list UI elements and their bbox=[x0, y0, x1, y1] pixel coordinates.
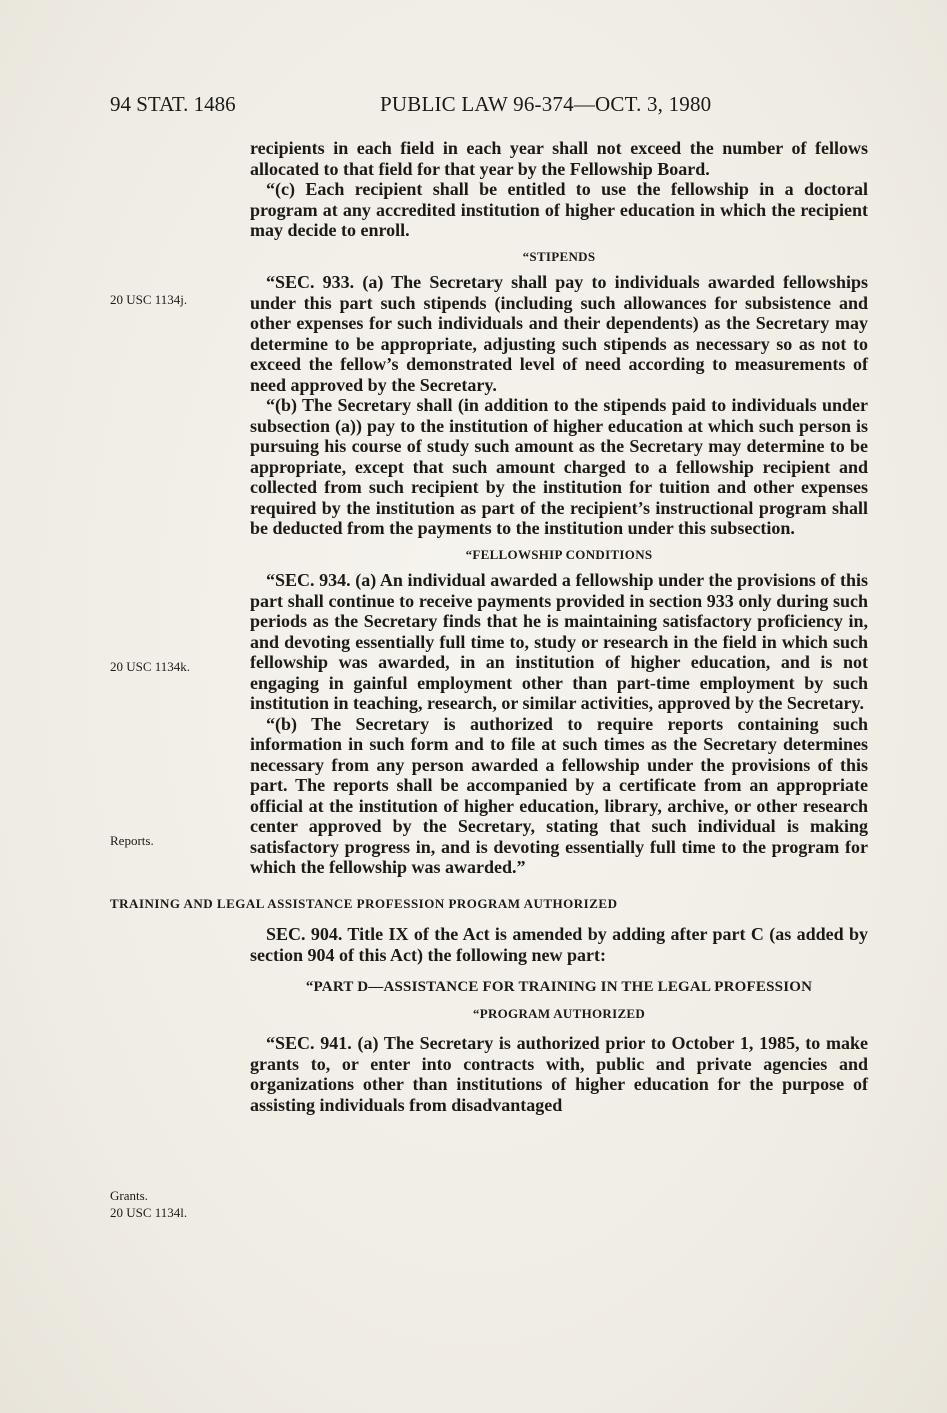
paragraph-sec-941-a: “SEC. 941. (a) The Secretary is authorized prior to October 1, 1985, to make grants to, or enter into contracts with, public and private agencies and organizations other than institutions of higher education for the purpose of assisting individuals from disadvantaged bbox=[250, 1033, 868, 1115]
paragraph-sec-934-a: “SEC. 934. (a) An individual awarded a fellowship under the provisions of this part shall continue to receive payments provided in section 933 only during such periods as the Secretary finds that he is maintaining satisfactory proficiency in, and devoting essentially full time to, study or research in the field in which such fellowship was awarded, in an institution of higher education, and is not engaging in gainful employment other than part-time employment by such institution in teaching, research, or similar activities, approved by the Secretary. bbox=[250, 570, 868, 713]
public-law-title: PUBLIC LAW 96-374—OCT. 3, 1980 bbox=[380, 92, 712, 116]
paragraph-subsection-c: “(c) Each recipient shall be entitled to use the fellowship in a doctoral program at any accredited institution of higher education in which the recipient may decide to enroll. bbox=[250, 179, 868, 240]
paragraph-intro: recipients in each field in each year shall not exceed the number of fellows allocated to that field for that year by the Fellowship Board. bbox=[250, 138, 868, 179]
paragraph-sec-904: SEC. 904. Title IX of the Act is amended by adding after part C (as added by section 904 of this Act) the following new part: bbox=[250, 924, 868, 965]
margin-note-usc-1134j: 20 USC 1134j. bbox=[110, 292, 188, 307]
stat-page-number: 94 STAT. 1486 bbox=[110, 92, 236, 116]
page-header bbox=[110, 92, 870, 122]
heading-part-d: “PART D—ASSISTANCE FOR TRAINING IN THE LEGAL PROFESSION bbox=[305, 979, 813, 995]
paragraph-sec-934-b: “(b) The Secretary is authorized to require reports containing such information in such form and to file at such times as the Secretary determines necessary from any person awarded a fellowship under the provisions of this part. The reports shall be accompanied by a certificate from an appropriate official at the institution of higher education, library, archive, or other research center approved by the Secretary, stating that such individual is making satisfactory progress in, and is devoting essentially full time to the program for which the fellowship was awarded.” bbox=[250, 713, 868, 877]
paragraph-sec-933-a: “SEC. 933. (a) The Secretary shall pay to individuals awarded fellowships under this part such stipends (including such allowances for subsistence and other expenses for such individuals and their dependents) as the Secretary may determine to be appropriate, adjusting such stipends as necessary so as not to exceed the fellow’s demonstrated level of need according to measurements of need approved by the Secretary. bbox=[250, 272, 868, 395]
margin-note-reports: Reports. bbox=[110, 833, 154, 848]
heading-program-authorized: “PROGRAM AUTHORIZED bbox=[472, 1005, 646, 1021]
heading-training-legal-assistance: TRAINING AND LEGAL ASSISTANCE PROFESSION PROGRAM AUTHORIZED bbox=[110, 895, 618, 911]
heading-stipends: “STIPENDS bbox=[522, 248, 596, 264]
heading-fellowship-conditions: “FELLOWSHIP CONDITIONS bbox=[465, 546, 653, 562]
paragraph-sec-933-b: “(b) The Secretary shall (in addition to the stipends paid to individuals under subsection (a)) pay to the institution of higher education at which such person is pursuing his course of study such amount as the Secretary may determine to be appropriate, except that such amount charged to a fellowship recipient and collected from such recipient by the institution for tuition and other expenses required by the institution as part of the recipient’s instructional program shall be deducted from the payments to the institution under this subsection. bbox=[250, 395, 868, 538]
margin-note-usc-1134k: 20 USC 1134k. bbox=[110, 659, 191, 674]
margin-note-grants: Grants. bbox=[110, 1188, 148, 1203]
margin-note-usc-1134l: 20 USC 1134l. bbox=[110, 1205, 188, 1220]
